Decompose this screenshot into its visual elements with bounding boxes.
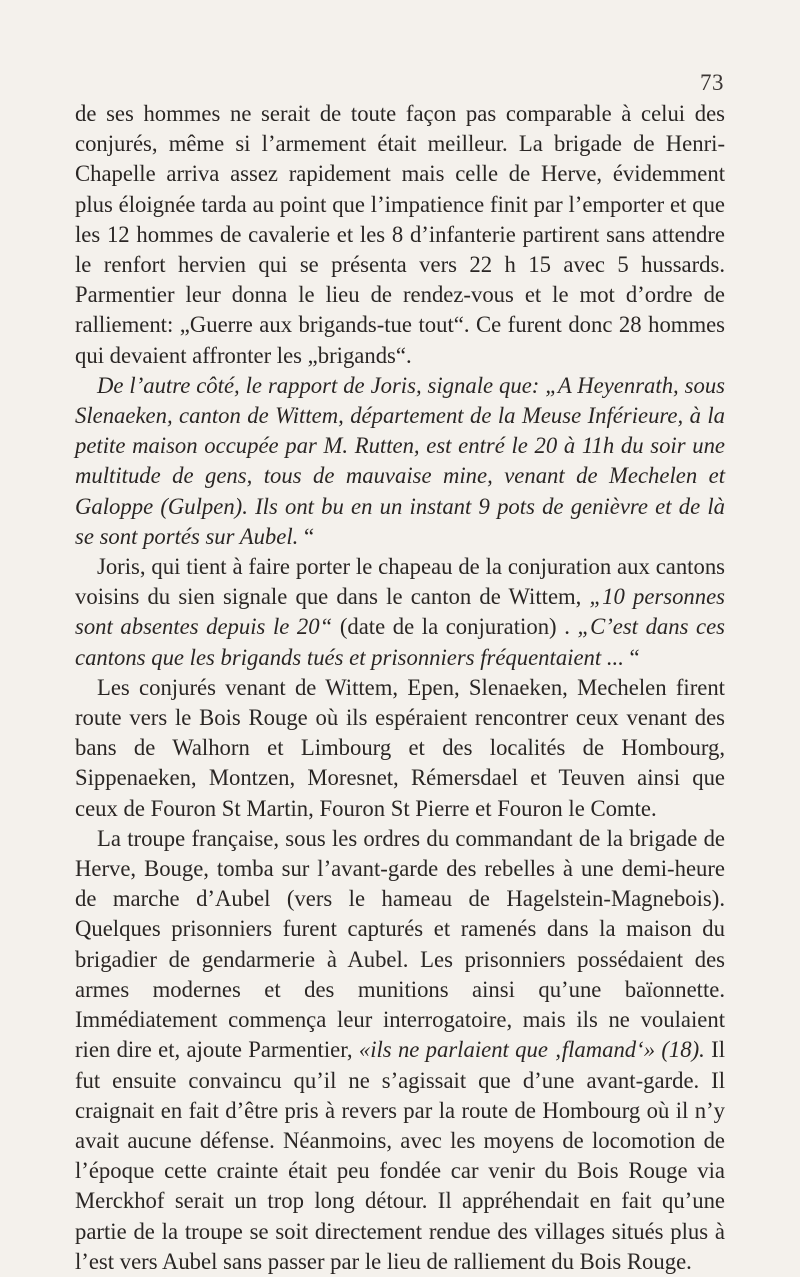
- italic-text: De l’autre côté, le rapport de Joris, signale que: „A Heyenrath, sous Slenaeken, canton de Wittem, département de la Meuse Inférieure, à la petite maison occupée par M. Rutten, est entré le 20 à 11h du soir une multitude de gens, tous de mauvaise mine, venant de Mechelen et Galoppe (Gulpen). Ils ont bu en un instant 9 pots de genièvre et de là se sont portés sur Aubel.: [75, 372, 725, 549]
- italic-text: „10 personnes sont absentes depuis le 20“: [75, 584, 725, 640]
- paragraph-2: [75, 371, 725, 552]
- text-span: Il fut ensuite convaincu qu’il ne s’agissait que d’une avant-garde. Il craignait en fait d’être pris à revers par la route de Hombourg où il n’y avait aucune défense. Néanmoins, avec les moyens de locomotion de l’époque cette crainte était peu fondée car venir du Bois Rouge via Merckhof serait un trop long détour. Il appréhendait en fait qu’une partie de la troupe se soit directement rendue des villages situés plus à l’est vers Aubel sans passer par le lieu de ralliement du Bois Rouge.: [75, 1037, 725, 1274]
- paragraph-3: [75, 552, 725, 673]
- text-span: “: [623, 644, 640, 670]
- text-span: de ses hommes ne serait de toute façon pas comparable à celui des conjurés, même si l’armement était meilleur. La brigade de Henri-Chapelle arriva assez rapidement mais celle de Herve, évidemment plus éloignée tarda au point que l’impatience finit par l’emporter et que les 12 hommes de cavalerie et les 8 d’infanterie partirent sans attendre le renfort hervien qui se présenta vers 22 h 15 avec 5 hussards. Parmentier leur donna le lieu de rendez-vous et le mot d’ordre de ralliement: „Guerre aux brigands-tue tout“. Ce furent donc 28 hommes qui devaient affronter les „brigands“.: [75, 101, 725, 368]
- text-span: (date de la conjuration) .: [332, 614, 578, 640]
- text-span: La troupe française, sous les ordres du commandant de la brigade de Herve, Bouge, tomba sur l’avant-garde des rebelles à une demi-heure de marche d’Aubel (vers le hameau de Hagelstein-Magnebois). Quelques prisonniers furent capturés et ramenés dans la maison du brigadier de gendarmerie à Aubel. Les prisonniers possédaient des armes modernes et des munitions ainsi qu’une baïonnette. Immédiatement commença leur interrogatoire, mais ils ne voulaient rien dire et, ajoute Parmentier,: [75, 825, 725, 1063]
- paragraph-4: [75, 673, 725, 824]
- text-span: Les conjurés venant de Wittem, Epen, Slenaeken, Mechelen firent route vers le Bois Rouge où ils espéraient rencontrer ceux venant des bans de Walhorn et Limbourg et des localités de Hombourg, Sippenaeken, Montzen, Moresnet, Rémersdael et Teuven ainsi que ceux de Fouron St Martin, Fouron St Pierre et Fouron le Comte.: [75, 674, 725, 821]
- body-text: [75, 99, 725, 1277]
- italic-text: „C’est dans ces cantons que les brigands tués et prisonniers fréquentaient ...: [75, 614, 725, 670]
- italic-text: «ils ne parlaient que ‚flamand‘» (18).: [358, 1037, 705, 1063]
- paragraph-1: [75, 99, 725, 371]
- page-number: 73: [700, 70, 724, 95]
- text-span: “: [298, 523, 315, 549]
- paragraph-5: [75, 824, 725, 1277]
- text-span: Joris, qui tient à faire porter le chapeau de la conjuration aux cantons voisins du sien signale que dans le canton de Wittem,: [75, 554, 725, 610]
